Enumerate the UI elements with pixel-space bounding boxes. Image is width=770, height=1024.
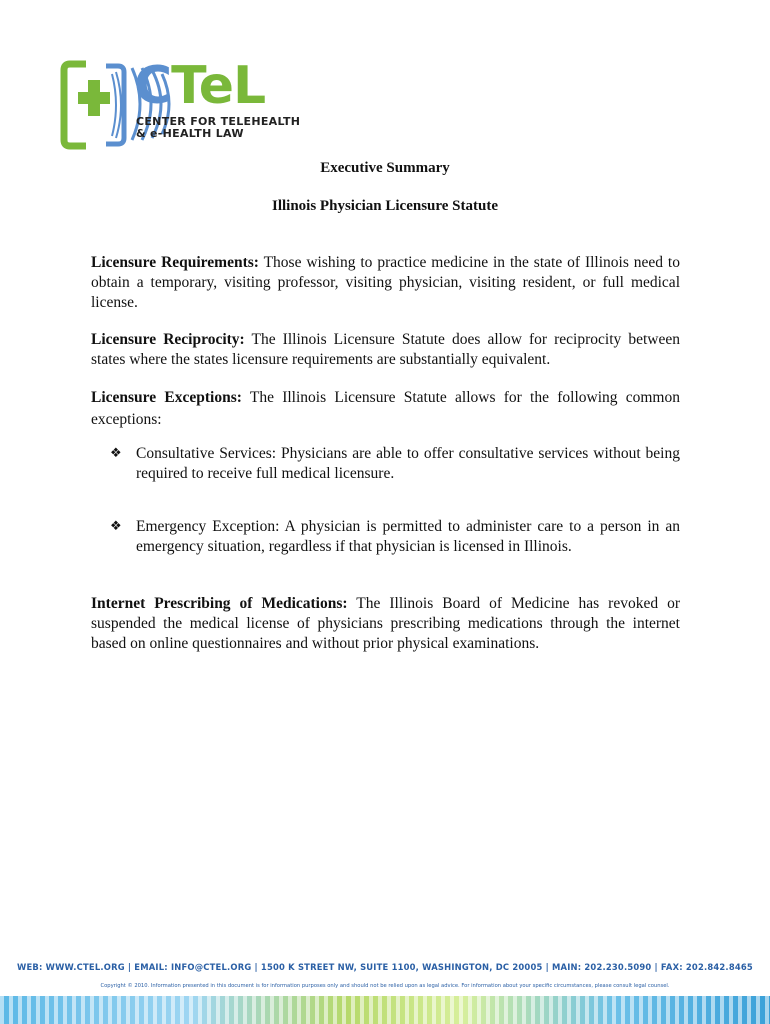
internet-prescribing-label: Internet Prescribing of Medications: — [91, 595, 348, 612]
requirements-label: Licensure Requirements: — [91, 254, 259, 271]
exceptions-label: Licensure Exceptions: — [91, 389, 242, 406]
bullet-text: Consultative Services: Physicians are able to offer consultative services without being required to receive full medical licensure. — [136, 445, 680, 482]
document-title: Executive Summary — [320, 160, 450, 176]
logo-wordmark-c: C — [134, 56, 172, 116]
requirements-paragraph — [91, 253, 680, 313]
medical-cross-icon — [60, 60, 132, 150]
logo-wordmark-rest: TeL — [171, 56, 266, 116]
logo-wordmark — [134, 56, 265, 116]
exceptions-text: The Illinois Licensure Statute allows for the following common exceptions: — [91, 389, 680, 428]
logo-subtitle-line1: CENTER FOR TELEHEALTH — [136, 115, 301, 128]
footer-decorative-stripe — [0, 996, 770, 1024]
diamond-bullet-icon: ❖ — [110, 519, 122, 534]
exceptions-paragraph — [91, 387, 680, 431]
footer-contact-line: WEB: WWW.CTEL.ORG | EMAIL: INFO@CTEL.ORG | 1500 K STREET NW, SUITE 1100, WASHINGTON, DC 20005 | MAIN: 202.230.5090 | FAX: 202.842.8465 — [17, 962, 753, 972]
list-item — [110, 444, 680, 484]
logo-subtitle — [136, 116, 300, 140]
footer-legal-notice: Copyright © 2010. Information presented in this document is for information purposes only and should not be relied upon as legal advice. For information about your specific circumstances, please consult legal counsel. — [100, 983, 670, 989]
diamond-bullet-icon: ❖ — [110, 446, 122, 461]
bullet-text: Emergency Exception: A physician is permitted to administer care to a person in an emergency situation, regardless if that physician is licensed in Illinois. — [136, 518, 680, 555]
document-subtitle: Illinois Physician Licensure Statute — [272, 198, 498, 214]
internet-prescribing-paragraph — [91, 594, 680, 654]
requirements-text: Those wishing to practice medicine in the state of Illinois need to obtain a temporary, visiting professor, visiting physician, visiting resident, or full medical license. — [91, 254, 680, 311]
reciprocity-paragraph — [91, 330, 680, 370]
reciprocity-text: The Illinois Licensure Statute does allow for reciprocity between states where the states licensure requirements are substantially equivalent. — [91, 331, 680, 368]
list-item — [110, 517, 680, 557]
internet-prescribing-text: The Illinois Board of Medicine has revoked or suspended the medical license of physicians prescribing medications through the internet based on online questionnaires and without prior physical examinations. — [91, 595, 680, 652]
logo-subtitle-line2: & e-HEALTH LAW — [136, 127, 244, 140]
reciprocity-label: Licensure Reciprocity: — [91, 331, 245, 348]
